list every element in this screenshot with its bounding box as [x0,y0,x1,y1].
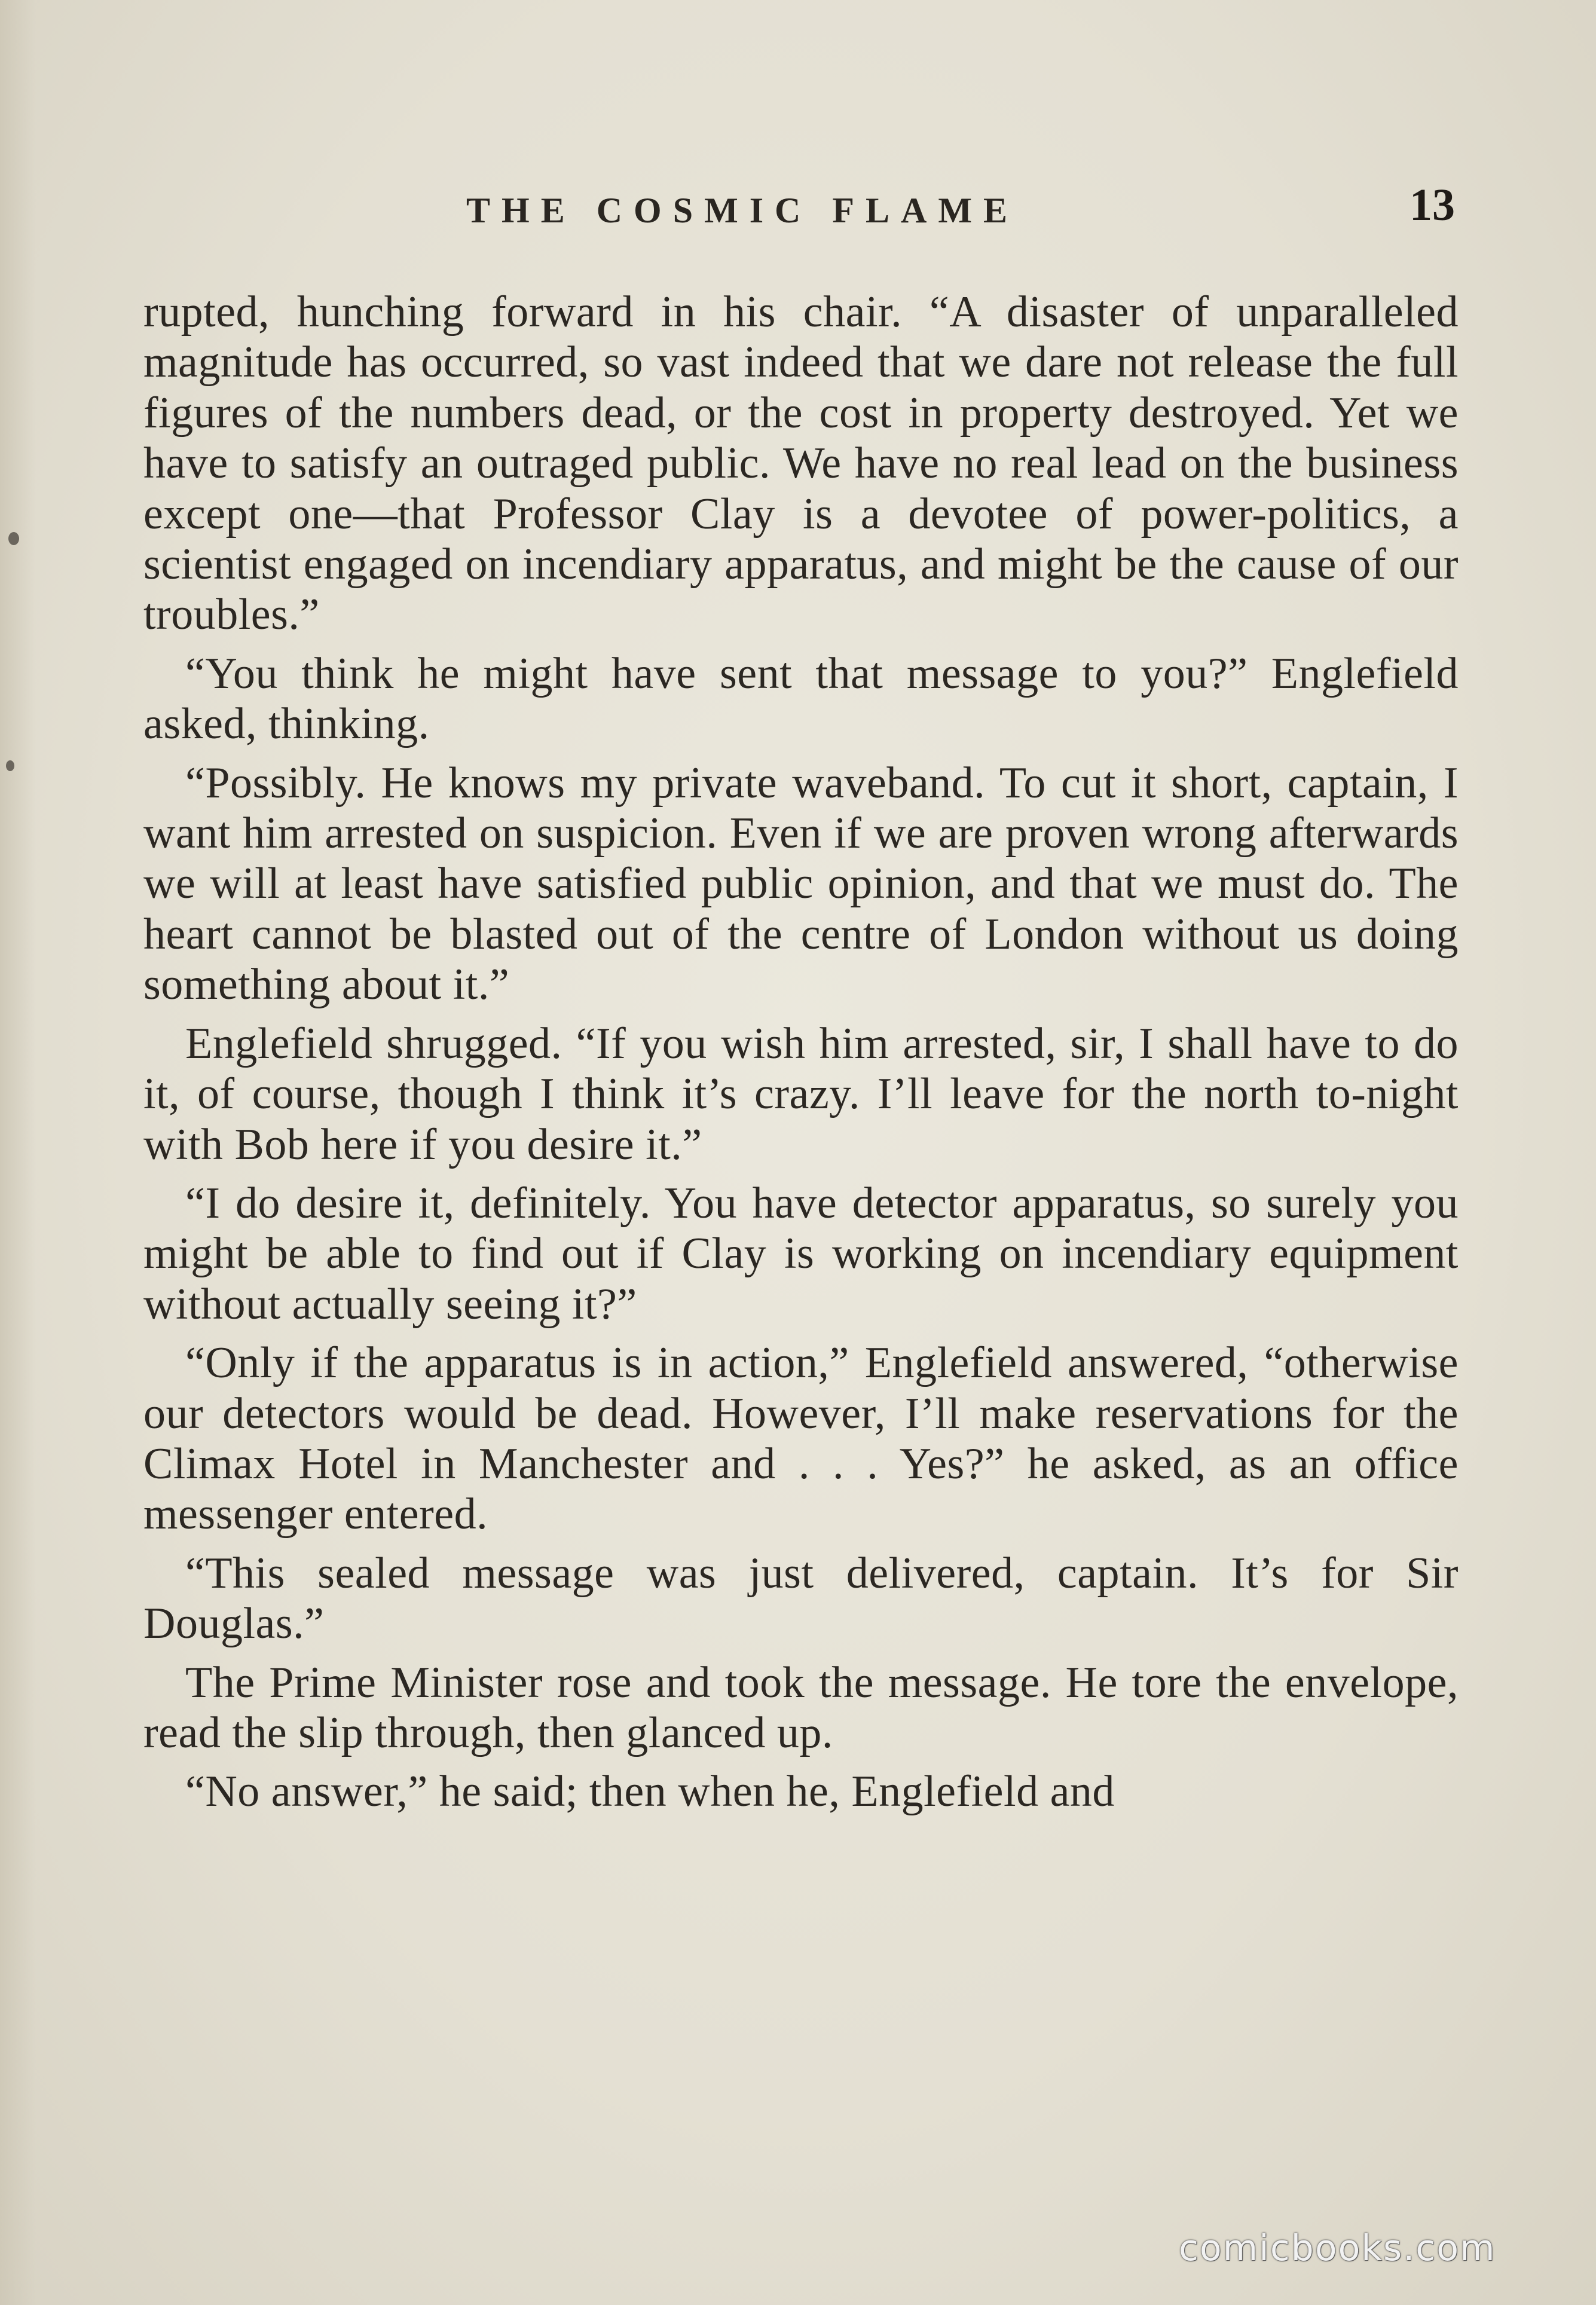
page-number: 13 [1410,180,1455,230]
paper-speck [6,760,14,771]
gutter-shadow [0,0,36,2305]
paragraph: “Only if the apparatus is in action,” Englefield answered, “otherwise our detectors would be dead. However, I’ll make reservations for the Climax Hotel in Manchester and . . . Yes?” he asked, as an office messenger entered. [143,1338,1459,1539]
paragraph: “Possibly. He knows my private waveband. To cut it short, captain, I want him arrested on suspicion. Even if we are proven wrong afterwards we will at least have satisfied public opinion, and that we must do. The heart cannot be blasted out of the centre of London without us doing something about it.” [143,758,1459,1010]
watermark: comicbooks.com [1179,2227,1496,2269]
paragraph: “You think he might have sent that message to you?” Englefield asked, thinking. [143,649,1459,749]
paragraph: “I do desire it, definitely. You have detector apparatus, so surely you might be able to find out if Clay is working on incendiary equipment without actually seeing it?” [143,1178,1459,1329]
paper-speck [8,532,19,545]
body-text [143,287,1459,1826]
paragraph: “This sealed message was just delivered, captain. It’s for Sir Douglas.” [143,1548,1459,1649]
running-head: THE COSMIC FLAME [466,191,1019,230]
paragraph: rupted, hunching forward in his chair. “A disaster of unparalleled magnitude has occurred, so vast indeed that we dare not release the full figures of the numbers dead, or the cost in property destroyed. Yet we have to satisfy an outraged public. We have no real lead on the business except one—that Professor Clay is a devotee of power-politics, a scientist engaged on incendiary apparatus, and might be the cause of our troubles.” [143,288,1459,640]
paragraph: “No answer,” he said; then when he, Englefield and [185,1767,1115,1817]
paragraph: The Prime Minister rose and took the message. He tore the envelope, read the slip through, then glanced up. [143,1658,1459,1757]
paragraph: Englefield shrugged. “If you wish him arrested, sir, I shall have to do it, of course, though I think it’s crazy. I’ll leave for the north to-night with Bob here if you desire it.” [143,1019,1459,1169]
